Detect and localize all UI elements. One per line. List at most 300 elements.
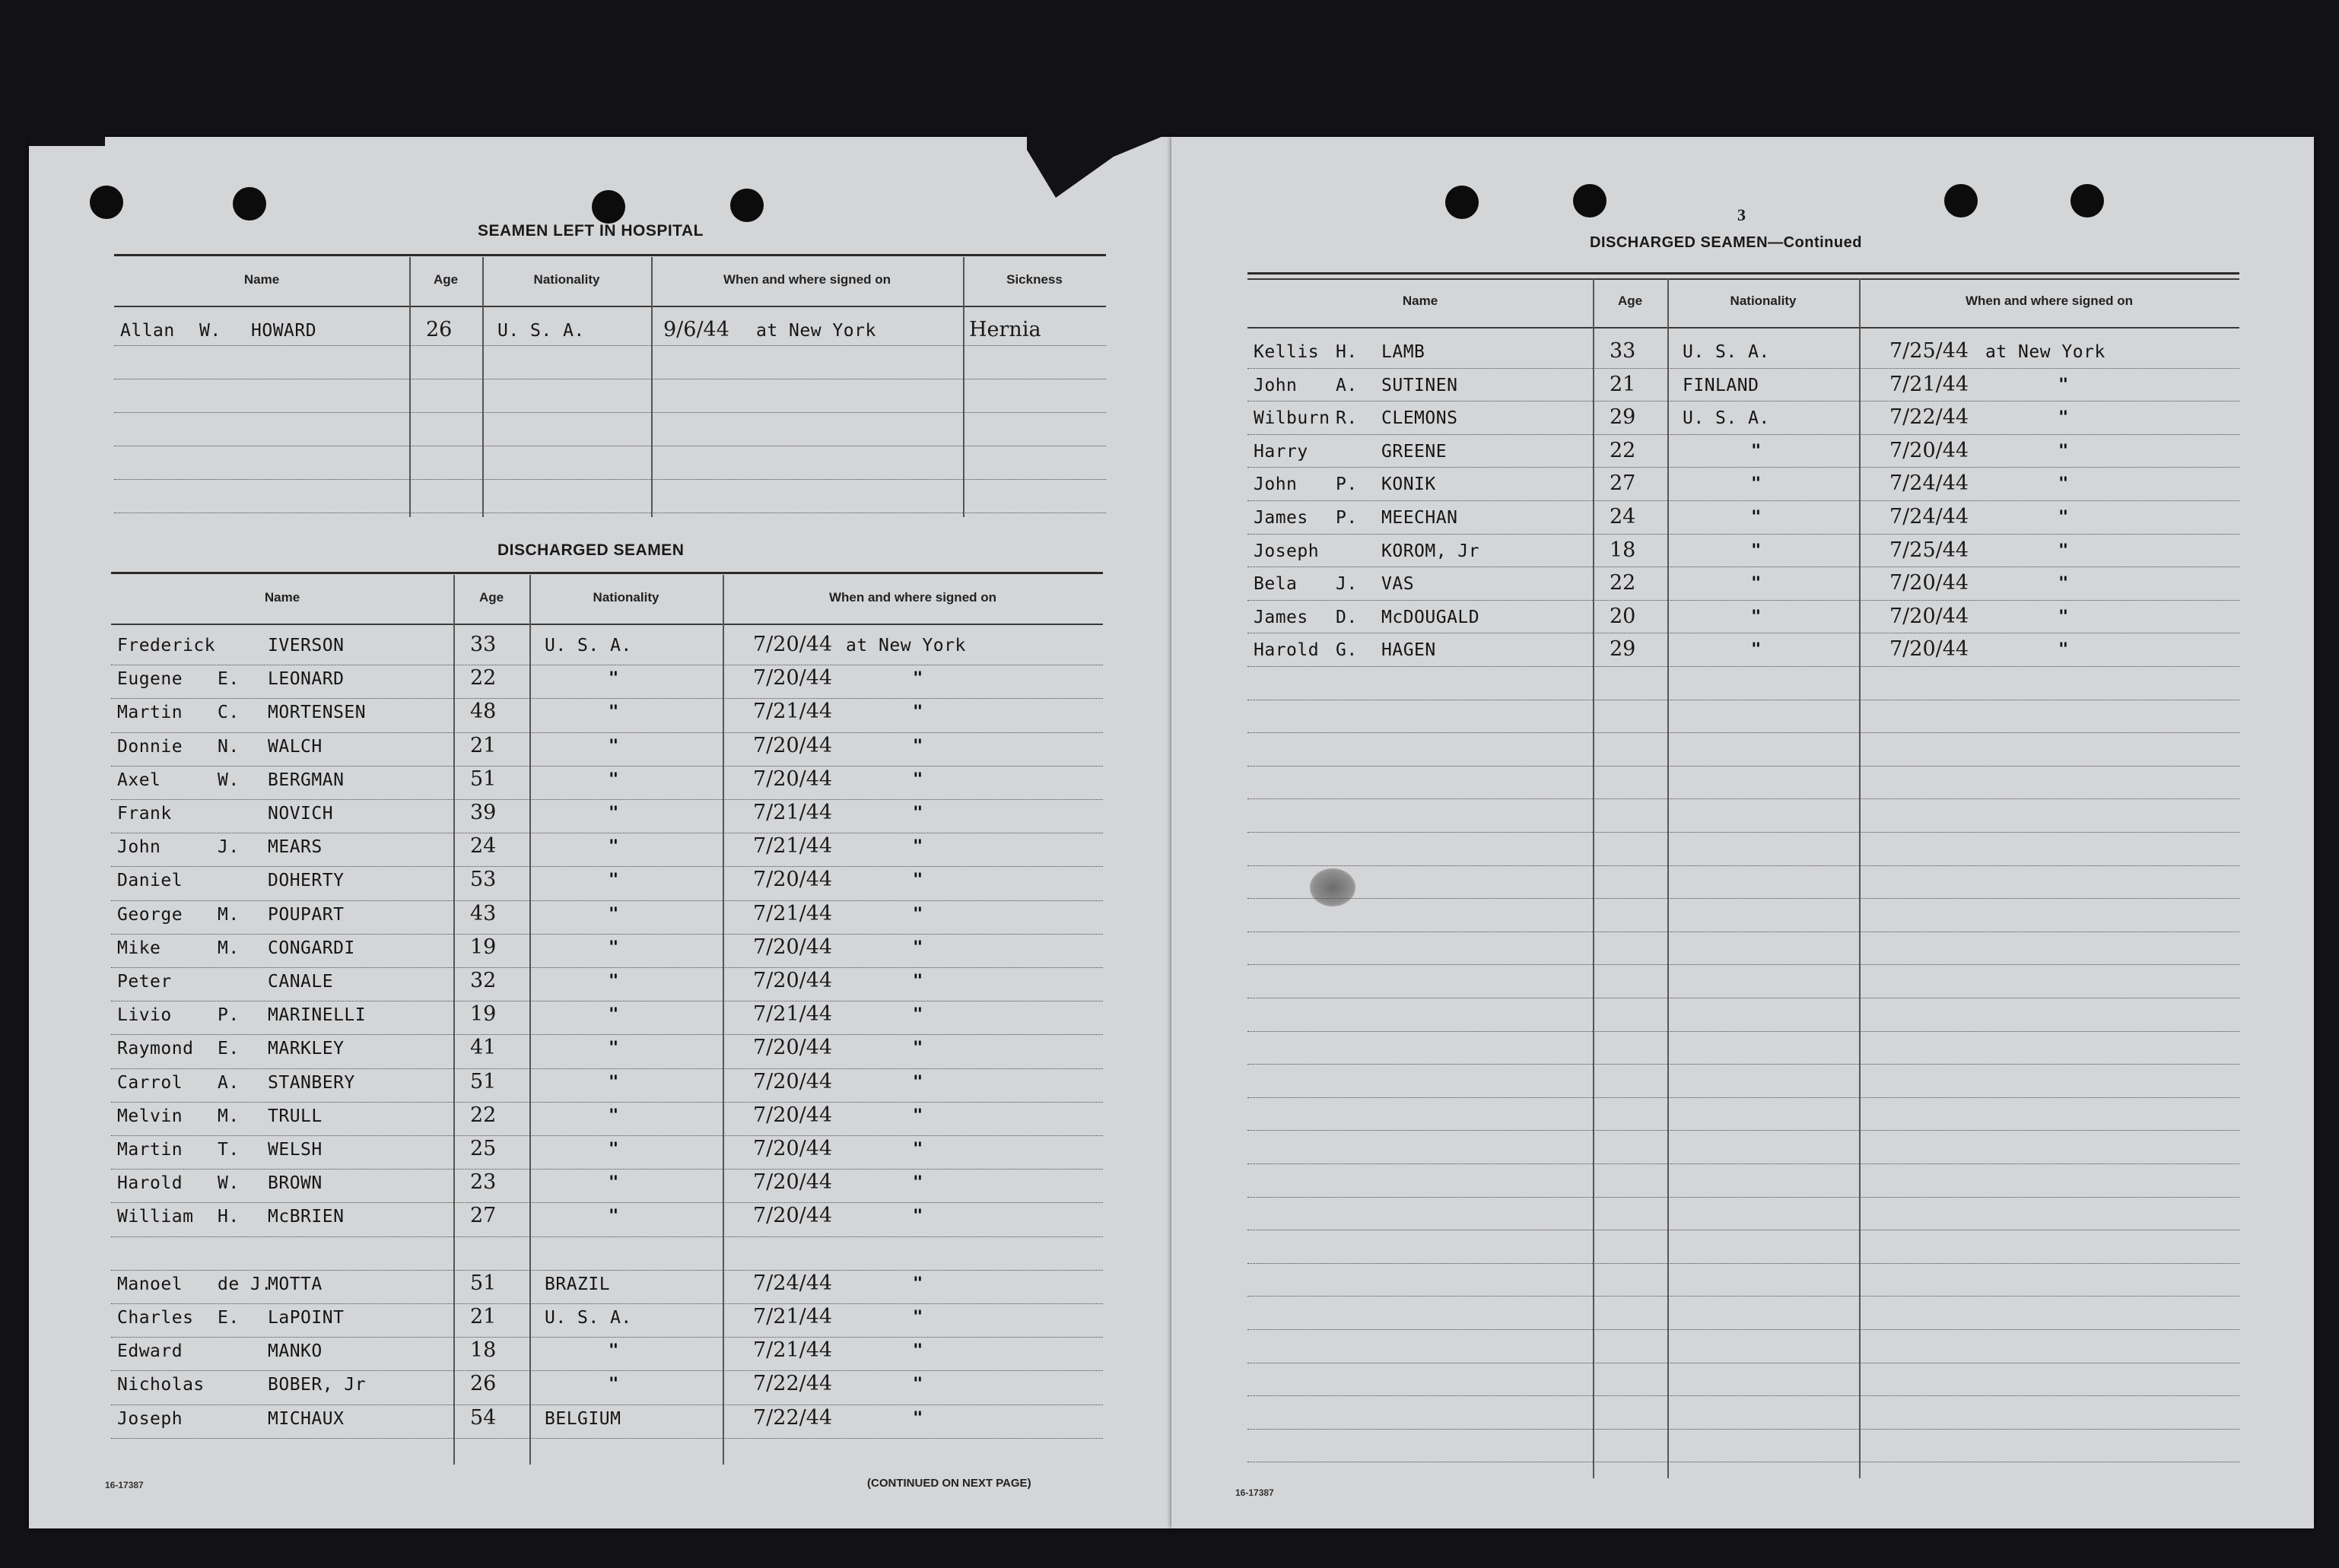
rule bbox=[114, 306, 1106, 307]
seaman-nationality: " bbox=[1751, 508, 1762, 527]
seaman-first-name: William bbox=[117, 1207, 194, 1227]
row-rule bbox=[1247, 1263, 2239, 1264]
seaman-age: 48 bbox=[470, 700, 497, 724]
signed-on-date: 7/20/44 bbox=[753, 633, 833, 656]
seaman-first-name: Harold bbox=[117, 1173, 183, 1194]
seaman-middle-initial: P. bbox=[218, 1005, 240, 1026]
signed-on-place: " bbox=[913, 904, 923, 924]
row-rule bbox=[1247, 1064, 2239, 1065]
seaman-age: 19 bbox=[470, 935, 497, 959]
rule bbox=[1247, 327, 2239, 329]
column-header-sickness: Sickness bbox=[1006, 272, 1063, 287]
seaman-middle-initial: T. bbox=[218, 1140, 240, 1160]
seaman-nationality: BRAZIL bbox=[545, 1274, 611, 1294]
seaman-middle-initial: J. bbox=[1336, 574, 1358, 595]
row-rule bbox=[1247, 964, 2239, 965]
seaman-age: 25 bbox=[470, 1137, 497, 1160]
signed-on-date: 7/25/44 bbox=[1889, 339, 1969, 363]
seaman-first-name: Mike bbox=[117, 938, 161, 958]
row-rule bbox=[111, 1337, 1103, 1338]
signed-on-date: 7/22/44 bbox=[753, 1372, 833, 1396]
sickness: Hernia bbox=[969, 318, 1041, 341]
signed-on-place: " bbox=[913, 1173, 923, 1193]
seaman-last-name: POUPART bbox=[268, 904, 345, 925]
seaman-middle-initial: J. bbox=[218, 837, 240, 858]
signed-on-place: at New York bbox=[846, 636, 966, 655]
seaman-first-name: Harold bbox=[1254, 640, 1320, 661]
seaman-first-name: Carrol bbox=[117, 1072, 183, 1093]
signed-on-place: " bbox=[913, 1039, 923, 1059]
signed-on-date: 7/20/44 bbox=[753, 1170, 833, 1195]
seaman-nationality: " bbox=[609, 904, 619, 924]
seaman-nationality: " bbox=[609, 703, 619, 722]
signed-on-place: " bbox=[913, 1207, 923, 1227]
seaman-first-name: John bbox=[1254, 375, 1298, 395]
seaman-age: 22 bbox=[1610, 571, 1636, 595]
seaman-first-name: James bbox=[1254, 508, 1308, 528]
row-rule bbox=[1247, 1031, 2239, 1032]
seaman-age: 51 bbox=[470, 1069, 497, 1093]
signed-on-date: 7/21/44 bbox=[753, 700, 833, 724]
seaman-middle-initial: H. bbox=[1336, 342, 1358, 362]
signed-on-date: 7/24/44 bbox=[1889, 505, 1969, 528]
seaman-nationality: " bbox=[609, 770, 619, 789]
row-rule bbox=[1247, 1429, 2239, 1430]
signed-on-place: " bbox=[913, 703, 923, 722]
seaman-nationality: " bbox=[1751, 574, 1762, 594]
signed-on-place: " bbox=[2058, 408, 2069, 428]
seaman-nationality: " bbox=[609, 1039, 619, 1059]
seaman-middle-initial: de J. bbox=[218, 1274, 272, 1294]
seaman-age: 21 bbox=[470, 733, 497, 757]
column-header-nationality: Nationality bbox=[1730, 294, 1797, 308]
seaman-age: 33 bbox=[470, 633, 497, 656]
row-rule bbox=[1247, 666, 2239, 667]
seaman-first-name: Axel bbox=[117, 770, 161, 790]
signed-on-date: 7/20/44 bbox=[753, 767, 833, 791]
signed-on-place: " bbox=[913, 1375, 923, 1395]
row-rule bbox=[114, 479, 1106, 480]
seaman-first-name: Wilburn bbox=[1254, 408, 1330, 429]
seaman-age: 26 bbox=[426, 318, 453, 341]
seaman-age: 24 bbox=[470, 834, 497, 859]
seaman-age: 22 bbox=[470, 666, 497, 690]
row-rule bbox=[111, 1370, 1103, 1371]
seaman-age: 43 bbox=[470, 901, 497, 925]
row-rule bbox=[1247, 1197, 2239, 1198]
seaman-middle-initial: E. bbox=[218, 669, 240, 690]
seaman-last-name: VAS bbox=[1381, 574, 1415, 595]
row-rule bbox=[1247, 534, 2239, 535]
seaman-last-name: MICHAUX bbox=[268, 1408, 345, 1429]
signed-on-place: " bbox=[913, 1140, 923, 1159]
seaman-nationality: " bbox=[609, 1341, 619, 1361]
seaman-last-name: NOVICH bbox=[268, 804, 334, 824]
row-rule bbox=[1247, 898, 2239, 899]
row-rule bbox=[1247, 798, 2239, 799]
signed-on-date: 7/20/44 bbox=[1889, 438, 1969, 462]
signed-on-place: " bbox=[913, 972, 923, 991]
ink-smudge bbox=[1310, 868, 1355, 906]
seaman-age: 51 bbox=[470, 767, 497, 791]
seaman-last-name: McDOUGALD bbox=[1381, 607, 1480, 627]
seaman-middle-initial: E. bbox=[218, 1039, 240, 1059]
seaman-nationality: " bbox=[609, 1207, 619, 1227]
seaman-first-name: Melvin bbox=[117, 1106, 183, 1126]
seaman-middle-initial: M. bbox=[218, 1106, 240, 1126]
punch-hole bbox=[1944, 184, 1978, 217]
column-header-nationality: Nationality bbox=[533, 272, 600, 287]
seaman-nationality: " bbox=[609, 1072, 619, 1092]
column-header-age: Age bbox=[433, 272, 459, 287]
seaman-last-name: LEONARD bbox=[268, 669, 345, 690]
signed-on-date: 7/20/44 bbox=[753, 1103, 833, 1127]
row-rule bbox=[114, 412, 1106, 413]
seaman-last-name: STANBERY bbox=[268, 1072, 355, 1093]
seaman-nationality: " bbox=[609, 1005, 619, 1025]
signed-on-place: " bbox=[913, 1106, 923, 1125]
seaman-nationality: BELGIUM bbox=[545, 1408, 621, 1429]
signed-on-place: " bbox=[2058, 640, 2069, 660]
seaman-first-name: Frank bbox=[117, 804, 172, 824]
column-divider bbox=[1667, 278, 1669, 1478]
seaman-nationality: " bbox=[609, 1140, 619, 1159]
row-rule bbox=[111, 1236, 1103, 1237]
seaman-age: 19 bbox=[470, 1002, 497, 1027]
seaman-first-name: Bela bbox=[1254, 574, 1298, 595]
seaman-last-name: CLEMONS bbox=[1381, 408, 1458, 429]
seaman-first-name: Livio bbox=[117, 1005, 172, 1026]
seaman-middle-initial: W. bbox=[218, 1173, 240, 1194]
signed-on-place: " bbox=[913, 804, 923, 823]
seaman-nationality: U. S. A. bbox=[1683, 342, 1770, 362]
column-header-name: Name bbox=[264, 590, 300, 605]
seaman-last-name: GREENE bbox=[1381, 441, 1448, 462]
signed-on-date: 7/21/44 bbox=[753, 1305, 833, 1328]
signed-on-date: 7/21/44 bbox=[753, 1338, 833, 1363]
row-rule bbox=[1247, 600, 2239, 601]
seaman-age: 51 bbox=[470, 1271, 497, 1295]
seaman-nationality: U. S. A. bbox=[545, 636, 632, 655]
seaman-first-name: Peter bbox=[117, 972, 172, 992]
punch-hole bbox=[592, 190, 625, 224]
seaman-age: 54 bbox=[470, 1405, 497, 1430]
form-number: 16-17387 bbox=[105, 1480, 144, 1490]
seaman-nationality: " bbox=[609, 804, 619, 823]
row-rule bbox=[1247, 1395, 2239, 1396]
seaman-last-name: WELSH bbox=[268, 1140, 323, 1160]
seaman-last-name: McBRIEN bbox=[268, 1207, 345, 1227]
row-rule bbox=[1247, 732, 2239, 733]
row-rule bbox=[1247, 434, 2239, 435]
seaman-first-name: Martin bbox=[117, 1140, 183, 1160]
seaman-first-name: James bbox=[1254, 607, 1308, 627]
seaman-middle-initial: W. bbox=[218, 770, 240, 790]
row-rule bbox=[111, 1169, 1103, 1170]
seaman-first-name: Raymond bbox=[117, 1039, 194, 1059]
column-divider bbox=[723, 575, 724, 1465]
row-rule bbox=[111, 799, 1103, 800]
row-rule bbox=[111, 766, 1103, 767]
seaman-nationality: " bbox=[1751, 541, 1762, 560]
row-rule bbox=[111, 1135, 1103, 1136]
continued-note: (CONTINUED ON NEXT PAGE) bbox=[867, 1477, 1031, 1490]
column-divider bbox=[529, 575, 531, 1465]
signed-on-date: 7/20/44 bbox=[1889, 604, 1969, 628]
seaman-nationality: " bbox=[1751, 441, 1762, 461]
seaman-age: 27 bbox=[470, 1204, 497, 1228]
column-header-name: Name bbox=[243, 272, 280, 287]
signed-on-date: 7/21/44 bbox=[753, 834, 833, 859]
seaman-middle-initial: E. bbox=[218, 1308, 240, 1328]
row-rule bbox=[111, 1270, 1103, 1271]
seaman-last-name: LAMB bbox=[1381, 342, 1425, 362]
seaman-age: 22 bbox=[1610, 438, 1636, 462]
row-rule bbox=[114, 345, 1106, 346]
seaman-nationality: " bbox=[1751, 640, 1762, 660]
right-heading: DISCHARGED SEAMEN—Continued bbox=[1590, 234, 1862, 251]
seaman-age: 21 bbox=[470, 1305, 497, 1328]
seaman-age: 22 bbox=[470, 1103, 497, 1127]
seaman-age: 29 bbox=[1610, 405, 1636, 430]
seaman-first-name: Harry bbox=[1254, 441, 1308, 462]
seaman-middle-initial: R. bbox=[1336, 408, 1358, 429]
seaman-middle-initial: M. bbox=[218, 904, 240, 925]
seaman-nationality: FINLAND bbox=[1683, 375, 1759, 395]
seaman-age: 18 bbox=[1610, 538, 1636, 562]
row-rule bbox=[1247, 865, 2239, 866]
seaman-middle-initial: P. bbox=[1336, 508, 1358, 528]
row-rule bbox=[1247, 766, 2239, 767]
seaman-last-name: BERGMAN bbox=[268, 770, 345, 790]
signed-on-place: " bbox=[913, 1341, 923, 1361]
seaman-nationality: " bbox=[609, 1106, 619, 1125]
signed-on-date: 7/20/44 bbox=[1889, 637, 1969, 662]
row-rule bbox=[111, 934, 1103, 935]
signed-on-date: 7/20/44 bbox=[753, 868, 833, 892]
seaman-last-name: DOHERTY bbox=[268, 871, 345, 891]
seaman-nationality: U. S. A. bbox=[497, 321, 585, 341]
signed-on-date: 7/24/44 bbox=[1889, 471, 1969, 496]
signed-on-date: 9/6/44 bbox=[663, 318, 729, 341]
seaman-age: 29 bbox=[1610, 637, 1636, 662]
rule bbox=[111, 624, 1103, 625]
row-rule bbox=[1247, 467, 2239, 468]
row-rule bbox=[111, 732, 1103, 733]
column-header-signed-on: When and where signed on bbox=[1965, 294, 2134, 308]
hospital-heading: SEAMEN LEFT IN HOSPITAL bbox=[478, 222, 704, 240]
signed-on-date: 7/20/44 bbox=[753, 733, 833, 757]
signed-on-place: " bbox=[2058, 541, 2069, 560]
signed-on-place: " bbox=[913, 669, 923, 689]
punch-hole bbox=[1573, 184, 1606, 217]
seaman-last-name: IVERSON bbox=[268, 636, 345, 655]
signed-on-place: " bbox=[2058, 475, 2069, 494]
seaman-age: 41 bbox=[470, 1036, 497, 1060]
seaman-nationality: U. S. A. bbox=[545, 1308, 632, 1328]
signed-on-place: " bbox=[913, 770, 923, 789]
signed-on-place: " bbox=[913, 837, 923, 857]
seaman-nationality: " bbox=[1751, 607, 1762, 627]
row-rule bbox=[111, 1438, 1103, 1439]
signed-on-place: " bbox=[913, 1274, 923, 1293]
seaman-age: 21 bbox=[1610, 372, 1636, 396]
row-rule bbox=[111, 1202, 1103, 1203]
signed-on-date: 7/21/44 bbox=[1889, 372, 1969, 396]
column-divider bbox=[453, 575, 455, 1465]
row-rule bbox=[1247, 1097, 2239, 1098]
signed-on-place: at New York bbox=[1985, 342, 2105, 362]
seaman-first-name: Frederick bbox=[117, 636, 216, 655]
seaman-nationality: " bbox=[609, 972, 619, 991]
row-rule bbox=[111, 1034, 1103, 1035]
row-rule bbox=[1247, 832, 2239, 833]
seaman-age: 39 bbox=[470, 801, 497, 824]
column-divider bbox=[651, 257, 653, 517]
seaman-age: 27 bbox=[1610, 471, 1636, 496]
seaman-last-name: KONIK bbox=[1381, 475, 1436, 495]
seaman-middle-initial: G. bbox=[1336, 640, 1358, 661]
row-rule bbox=[111, 1303, 1103, 1304]
seaman-last-name: MOTTA bbox=[268, 1274, 323, 1294]
signed-on-place: " bbox=[913, 938, 923, 957]
signed-on-place: " bbox=[913, 1308, 923, 1327]
seaman-age: 23 bbox=[470, 1170, 497, 1195]
row-rule bbox=[111, 698, 1103, 699]
rule bbox=[1247, 272, 2239, 275]
signed-on-place: " bbox=[913, 736, 923, 756]
seaman-first-name: Charles bbox=[117, 1308, 194, 1328]
seaman-nationality: " bbox=[609, 1375, 619, 1395]
signed-on-place: " bbox=[2058, 441, 2069, 461]
seaman-last-name: MARKLEY bbox=[268, 1039, 345, 1059]
column-header-age: Age bbox=[478, 590, 504, 605]
seaman-last-name: MARINELLI bbox=[268, 1005, 367, 1026]
seaman-middle-initial: A. bbox=[218, 1072, 240, 1093]
signed-on-place: " bbox=[913, 1005, 923, 1025]
row-rule bbox=[1247, 1163, 2239, 1164]
row-rule bbox=[111, 900, 1103, 901]
signed-on-place: " bbox=[2058, 607, 2069, 627]
signed-on-date: 7/20/44 bbox=[753, 1204, 833, 1228]
signed-on-place: " bbox=[913, 871, 923, 890]
seaman-first-name: Allan bbox=[120, 321, 175, 341]
seaman-first-name: Edward bbox=[117, 1341, 183, 1362]
signed-on-date: 7/21/44 bbox=[753, 1002, 833, 1027]
punch-hole bbox=[233, 187, 266, 221]
seaman-last-name: KOROM, Jr bbox=[1381, 541, 1480, 561]
seaman-nationality: " bbox=[609, 1173, 619, 1193]
seaman-nationality: " bbox=[609, 837, 619, 857]
seaman-first-name: Joseph bbox=[1254, 541, 1320, 561]
seaman-first-name: Daniel bbox=[117, 871, 183, 891]
seaman-last-name: SUTINEN bbox=[1381, 375, 1458, 395]
seaman-middle-initial: H. bbox=[218, 1207, 240, 1227]
seaman-nationality: " bbox=[609, 938, 619, 957]
seaman-middle-initial: C. bbox=[218, 703, 240, 723]
seaman-last-name: LaPOINT bbox=[268, 1308, 345, 1328]
seaman-last-name: BOBER, Jr bbox=[268, 1375, 367, 1395]
column-header-name: Name bbox=[1402, 294, 1438, 308]
seaman-last-name: MANKO bbox=[268, 1341, 323, 1362]
seaman-first-name: George bbox=[117, 904, 183, 925]
row-rule bbox=[1247, 401, 2239, 402]
seaman-middle-initial: P. bbox=[1336, 475, 1358, 495]
page-number: 3 bbox=[1737, 205, 1746, 224]
signed-on-place: at New York bbox=[756, 321, 876, 341]
signed-on-date: 7/20/44 bbox=[1889, 571, 1969, 595]
signed-on-place: " bbox=[2058, 508, 2069, 527]
column-divider bbox=[1859, 278, 1861, 1478]
seaman-last-name: CONGARDI bbox=[268, 938, 355, 958]
signed-on-date: 7/20/44 bbox=[753, 1069, 833, 1093]
punch-hole bbox=[1445, 186, 1479, 219]
signed-on-date: 7/20/44 bbox=[753, 935, 833, 959]
seaman-last-name: WALCH bbox=[268, 736, 323, 757]
signed-on-date: 7/22/44 bbox=[753, 1405, 833, 1430]
punch-hole bbox=[2070, 184, 2104, 217]
seaman-age: 18 bbox=[470, 1338, 497, 1363]
seaman-first-name: Martin bbox=[117, 703, 183, 723]
discharged-heading: DISCHARGED SEAMEN bbox=[497, 541, 685, 559]
seaman-first-name: Kellis bbox=[1254, 342, 1320, 362]
seaman-first-name: John bbox=[1254, 475, 1298, 495]
row-rule bbox=[111, 1068, 1103, 1069]
torn-edge bbox=[29, 129, 105, 146]
row-rule bbox=[1247, 1329, 2239, 1330]
seaman-age: 33 bbox=[1610, 339, 1636, 363]
seaman-age: 26 bbox=[470, 1372, 497, 1396]
seaman-last-name: CANALE bbox=[268, 972, 334, 992]
seaman-last-name: BROWN bbox=[268, 1173, 323, 1194]
column-divider bbox=[482, 257, 484, 517]
signed-on-date: 7/20/44 bbox=[753, 1137, 833, 1160]
signed-on-date: 7/20/44 bbox=[753, 1036, 833, 1060]
seaman-last-name: MORTENSEN bbox=[268, 703, 367, 723]
row-rule bbox=[111, 1102, 1103, 1103]
seaman-first-name: Joseph bbox=[117, 1408, 183, 1429]
seaman-middle-initial: A. bbox=[1336, 375, 1358, 395]
signed-on-place: " bbox=[2058, 375, 2069, 395]
seaman-age: 20 bbox=[1610, 604, 1636, 628]
seaman-age: 53 bbox=[470, 868, 497, 892]
punch-hole bbox=[90, 186, 123, 219]
seaman-last-name: MEECHAN bbox=[1381, 508, 1458, 528]
row-rule bbox=[1247, 1296, 2239, 1297]
column-header-signed-on: When and where signed on bbox=[828, 590, 997, 605]
row-rule bbox=[1247, 368, 2239, 369]
seaman-nationality: " bbox=[609, 736, 619, 756]
form-number: 16-17387 bbox=[1235, 1487, 1274, 1498]
seaman-age: 32 bbox=[470, 969, 497, 992]
signed-on-place: " bbox=[2058, 574, 2069, 594]
column-divider bbox=[963, 257, 965, 517]
signed-on-place: " bbox=[913, 1072, 923, 1092]
signed-on-date: 7/25/44 bbox=[1889, 538, 1969, 562]
signed-on-date: 7/21/44 bbox=[753, 801, 833, 824]
row-rule bbox=[111, 866, 1103, 867]
seaman-nationality: " bbox=[609, 871, 619, 890]
seaman-nationality: " bbox=[1751, 475, 1762, 494]
rule bbox=[111, 572, 1103, 574]
seaman-first-name: Nicholas bbox=[117, 1375, 205, 1395]
seaman-age: 24 bbox=[1610, 505, 1636, 528]
seaman-last-name: HAGEN bbox=[1381, 640, 1436, 661]
signed-on-date: 7/20/44 bbox=[753, 969, 833, 992]
seaman-last-name: HOWARD bbox=[251, 321, 317, 341]
signed-on-date: 7/24/44 bbox=[753, 1271, 833, 1295]
punch-hole bbox=[730, 189, 764, 222]
